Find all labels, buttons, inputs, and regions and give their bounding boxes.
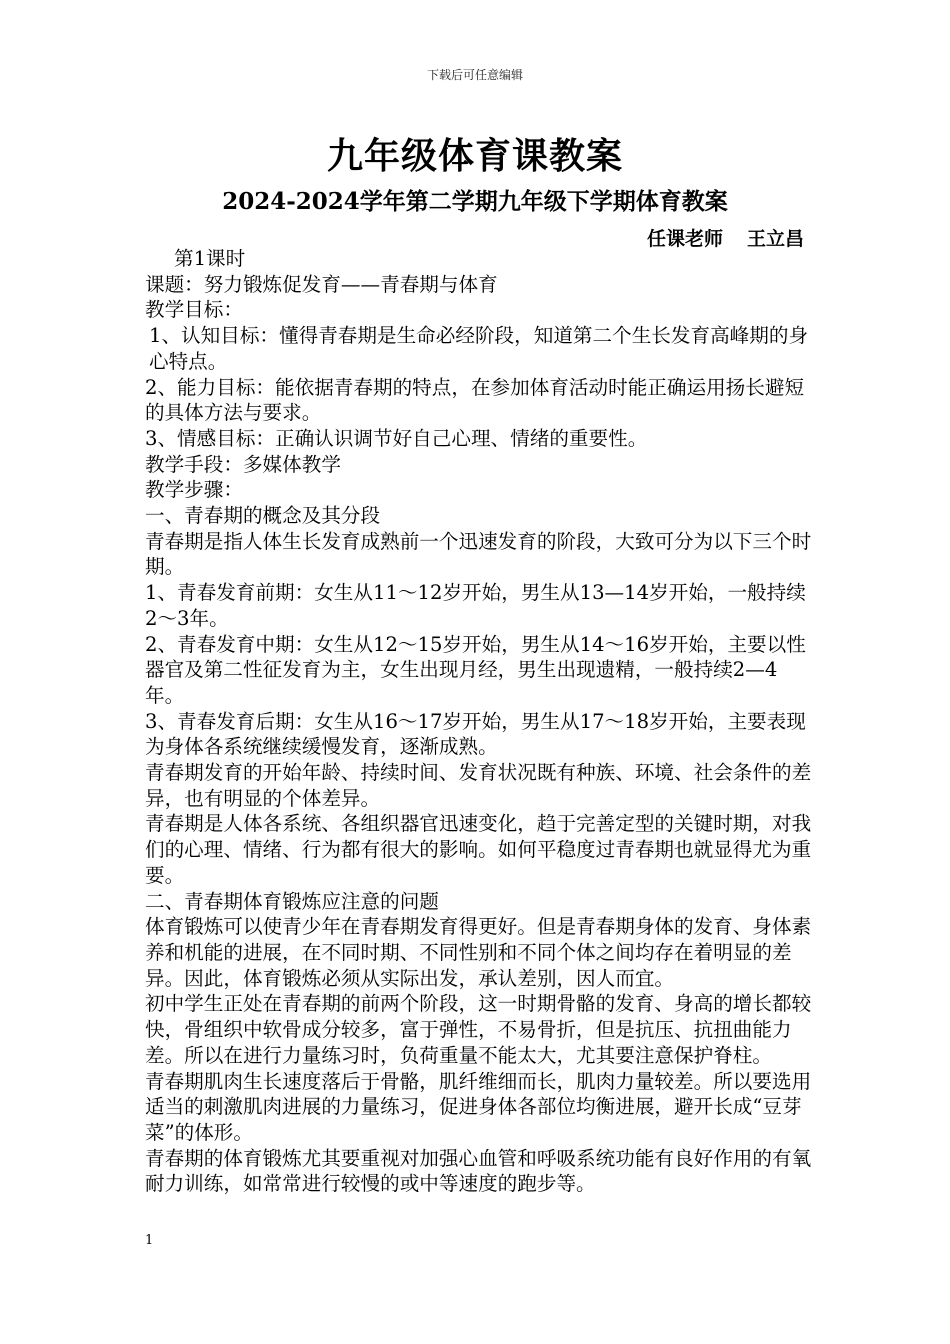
header-note: 下载后可任意编辑 bbox=[426, 68, 523, 82]
paragraph: 青春期是人体各系统、各组织器官迅速变化，趋于完善定型的关键时期，对我们的心理、情绪、行为都有很大的影响。如何平稳度过青春期也就显得尤为重要。 bbox=[145, 812, 812, 887]
paragraph: 青春期发育的开始年龄、持续时间、发育状况既有种族、环境、社会条件的差异，也有明显的个体差异。 bbox=[145, 761, 812, 810]
paragraph: 青春期的体育锻炼尤其要重视对加强心血管和呼吸系统功能有良好作用的有氧耐力训练，如常常进行较慢的或中等速度的跑步等。 bbox=[145, 1146, 812, 1196]
lesson-number: 第1课时 bbox=[174, 247, 246, 270]
steps-heading: 教学步骤： bbox=[145, 478, 243, 502]
page-number: 1 bbox=[145, 1233, 154, 1248]
paragraph: 2、青春发育中期：女生从12～15岁开始，男生从14～16岁开始，主要以性器官及第二性征发育为主，女生出现月经，男生出现遗精，一般持续2—4年。 bbox=[145, 632, 806, 707]
teaching-means: 教学手段：多媒体教学 bbox=[145, 452, 341, 476]
objectives-heading: 教学目标： bbox=[145, 298, 243, 322]
paragraph: 3、青春发育后期：女生从16～17岁开始，男生从17～18岁开始，主要表现为身体各系统继续缓慢发育，逐渐成熟。 bbox=[145, 709, 806, 759]
section-heading: 二、青春期体育锻炼应注意的问题 bbox=[145, 889, 439, 913]
teacher-label: 任课老师 bbox=[646, 228, 723, 250]
paragraph: 青春期是指人体生长发育成熟前一个迅速发育的阶段，大致可分为以下三个时期。 bbox=[145, 529, 812, 579]
paragraph: 青春期肌肉生长速度落后于骨骼，肌纤维细而长，肌肉力量较差。所以要选用适当的刺激肌肉进展的力量练习，促进身体各部位均衡进展，避开长成“豆芽菜”的体形。 bbox=[145, 1069, 812, 1144]
page-title: 九年级体育课教案 bbox=[326, 135, 623, 177]
objective-item: 3、情感目标：正确认识调节好自己心理、情绪的重要性。 bbox=[145, 426, 648, 450]
paragraph: 初中学生正处在青春期的前两个阶段，这一时期骨骼的发育、身高的增长都较快，骨组织中软骨成分较多，富于弹性，不易骨折，但是抗压、抗扭曲能力差。所以在进行力量练习时，负荷重量不能太大，尤其要注意保护脊柱。 bbox=[145, 992, 812, 1067]
page-subtitle: 2024-2024学年第二学期九年级下学期体育教案 bbox=[222, 188, 728, 215]
paragraph: 1、青春发育前期：女生从11～12岁开始，男生从13—14岁开始，一般持续2～3年。 bbox=[145, 581, 806, 630]
teacher-name: 王立昌 bbox=[746, 228, 804, 250]
objective-item: 2、能力目标：能依据青春期的特点，在参加体育活动时能正确运用扬长避短的具体方法与要求。 bbox=[145, 375, 805, 425]
lesson-body bbox=[145, 246, 813, 1197]
objective-item: 1、认知目标：懂得青春期是生命必经阶段，知道第二个生长发育高峰期的身心特点。 bbox=[149, 324, 809, 373]
lesson-topic: 课题：努力锻炼促发育——青春期与体育 bbox=[145, 272, 498, 296]
paragraph: 体育锻炼可以使青少年在青春期发育得更好。但是青春期身体的发育、身体素养和机能的进展，在不同时期、不同性别和不同个体之间均存在着明显的差异。因此，体育锻炼必须从实际出发，承认差别，因人而宜。 bbox=[145, 915, 812, 990]
section-heading: 一、青春期的概念及其分段 bbox=[145, 504, 381, 528]
